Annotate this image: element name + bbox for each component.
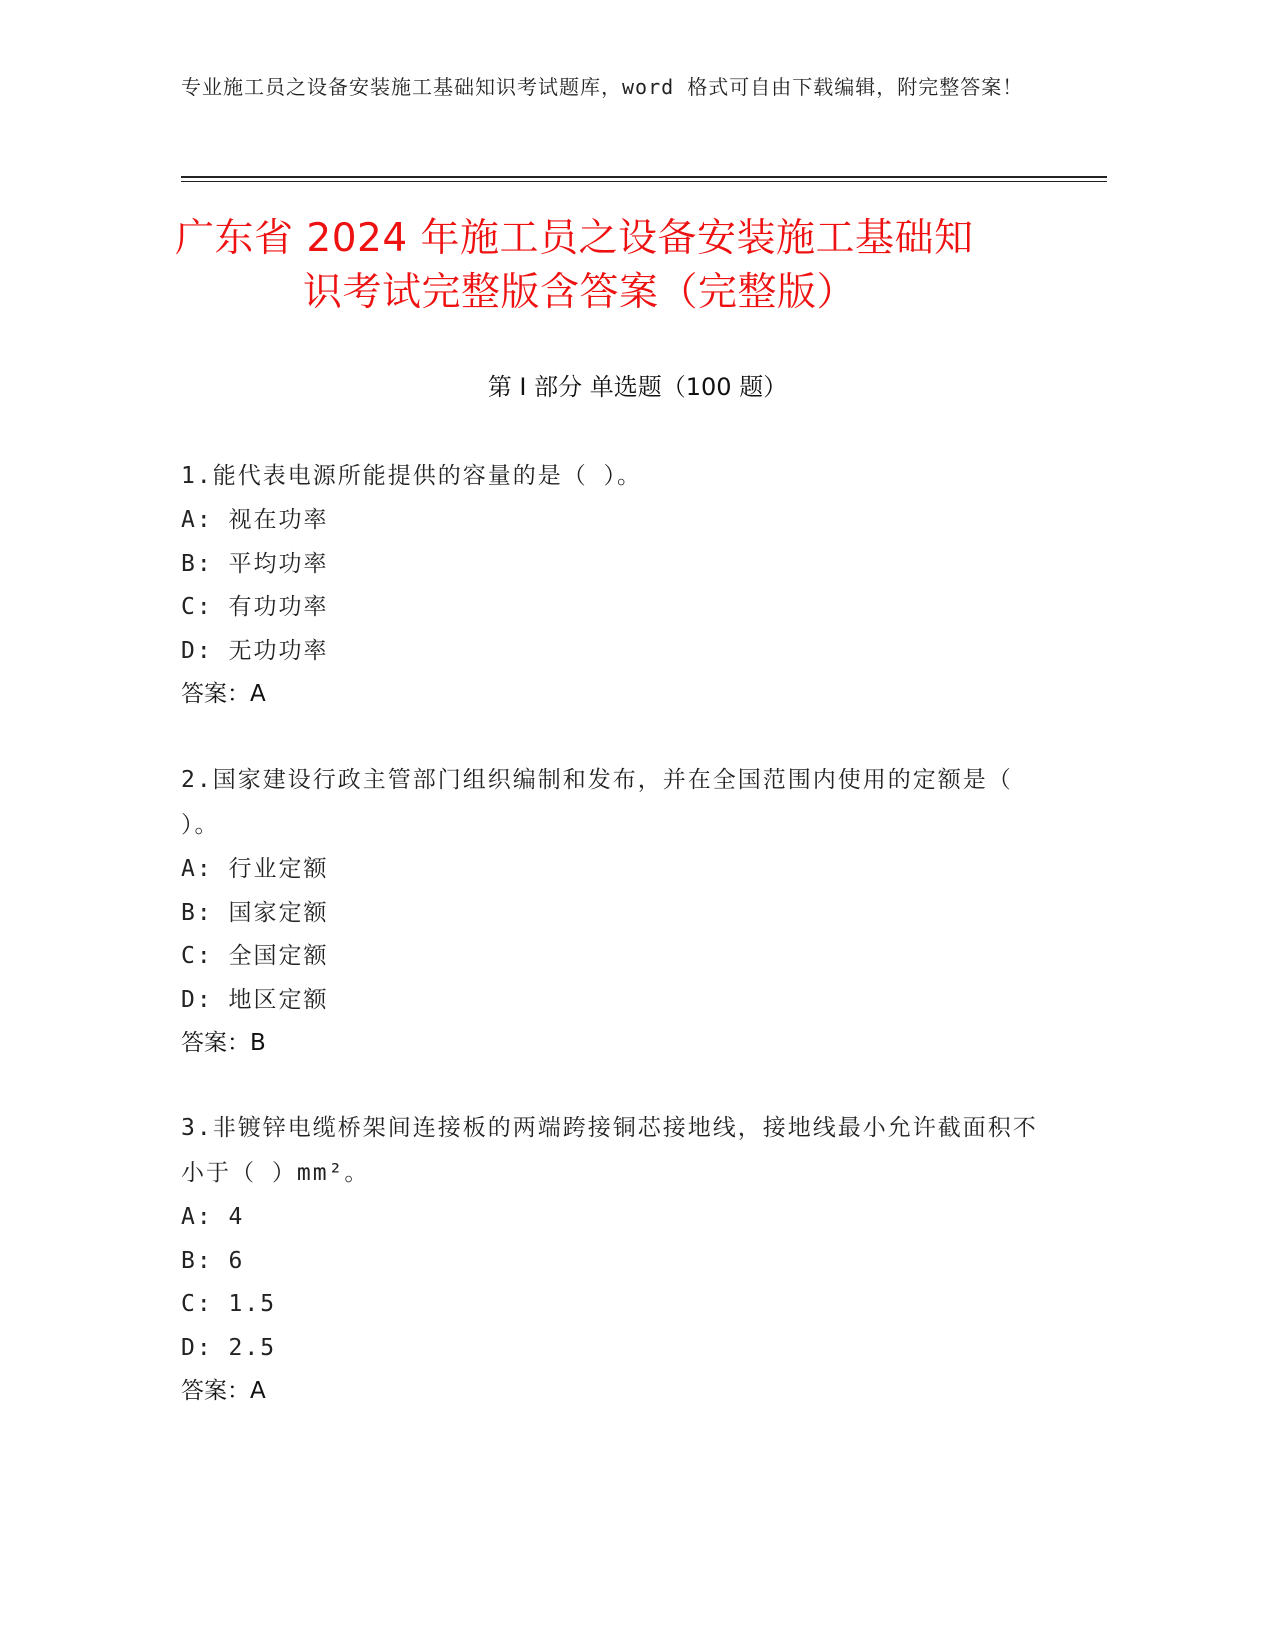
question-stem: 3.非镀锌电缆桥架间连接板的两端跨接铜芯接地线，接地线最小允许截面积不小于（ ）mm²。	[181, 1115, 1038, 1186]
answer: 答案：B	[181, 1030, 266, 1056]
option-a: A: 行业定额	[181, 856, 329, 882]
header-divider-thick	[181, 176, 1107, 178]
page-header-note: 专业施工员之设备安装施工基础知识考试题库，word 格式可自由下载编辑，附完整答案！	[181, 75, 1024, 99]
question-stem: 1.能代表电源所能提供的容量的是（ ）。	[181, 463, 643, 489]
option-b: B: 平均功率	[181, 550, 329, 577]
option-d: D: 2.5	[181, 1334, 277, 1361]
section-title: 第 I 部分 单选题（100 题）	[487, 373, 788, 401]
option-b: B: 国家定额	[181, 899, 329, 926]
question-stem: 2.国家建设行政主管部门组织编制和发布，并在全国范围内使用的定额是（ ）。	[181, 767, 1013, 838]
answer: 答案：A	[181, 681, 266, 707]
answer: 答案：A	[181, 1378, 266, 1404]
document-title-line-2: 识考试完整版含答案（完整版）	[303, 270, 857, 315]
option-a: A: 4	[181, 1204, 245, 1230]
option-b: B: 6	[181, 1247, 245, 1274]
question-3	[181, 1106, 1041, 1414]
option-c: C: 全国定额	[181, 943, 329, 969]
document-title	[175, 212, 1115, 320]
document-title-line-1: 广东省 2024 年施工员之设备安装施工基础知	[175, 216, 974, 261]
option-d: D: 无功功率	[181, 637, 329, 664]
option-c: C: 1.5	[181, 1291, 277, 1317]
question-1	[181, 454, 1041, 717]
header-divider-thin	[181, 181, 1107, 182]
question-2	[181, 758, 1041, 1066]
option-a: A: 视在功率	[181, 507, 329, 533]
option-d: D: 地区定额	[181, 986, 329, 1013]
option-c: C: 有功功率	[181, 594, 329, 620]
